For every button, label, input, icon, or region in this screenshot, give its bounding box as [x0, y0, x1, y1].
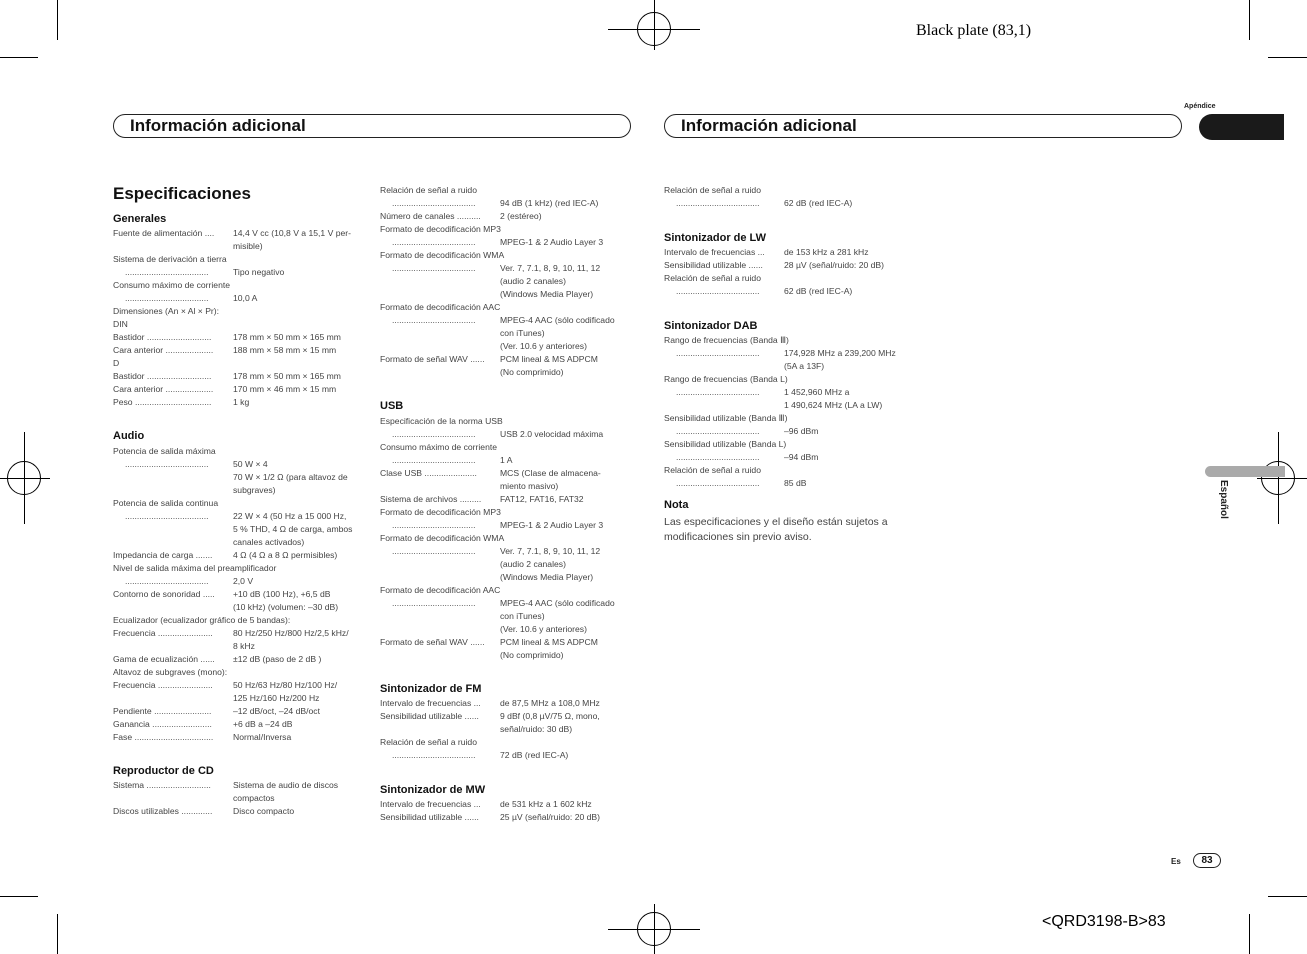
spec-label: Formato de señal WAV ...... [380, 354, 485, 364]
spec-value: 72 dB (red IEC-A) [500, 750, 569, 760]
spec-label: Peso ................................ [113, 397, 212, 407]
spec-row [113, 305, 363, 318]
spec-label: Impedancia de carga ....... [113, 550, 213, 560]
spec-row [380, 597, 632, 636]
spec-label: Formato de decodificación WMA [380, 250, 505, 260]
spec-list [380, 184, 632, 379]
spec-row [113, 653, 363, 666]
spec-value: Disco compacto [233, 806, 295, 816]
spec-label: ................................... [664, 452, 760, 462]
spec-row [113, 510, 363, 549]
spec-row [380, 736, 632, 749]
spec-row [113, 679, 363, 705]
spec-list [113, 445, 363, 744]
spec-label: Frecuencia ....................... [113, 628, 213, 638]
spec-row [380, 697, 632, 710]
spec-row [380, 428, 632, 441]
spec-row [380, 314, 632, 353]
section-heading: Generales [113, 213, 167, 225]
spec-value: 62 dB (red IEC-A) [784, 198, 853, 208]
spec-value: 174,928 MHz a 239,200 MHz (5A a 13F) [784, 348, 896, 371]
spec-row [113, 549, 363, 562]
spec-row [664, 464, 924, 477]
spec-value: Ver. 7, 7.1, 8, 9, 10, 11, 12 (audio 2 canales) (Windows Media Player) [500, 263, 601, 299]
spec-row [113, 575, 363, 588]
spec-label: Consumo máximo de corriente [380, 442, 498, 452]
spec-row [113, 705, 363, 718]
crop-mark [1249, 914, 1250, 954]
spec-row [113, 253, 363, 266]
spec-row [380, 506, 632, 519]
spec-row [380, 710, 632, 736]
spec-label: Relación de señal a ruido [664, 465, 761, 475]
spec-value: 4 Ω (4 Ω a 8 Ω permisibles) [233, 550, 338, 560]
spec-row [113, 497, 363, 510]
spec-row [113, 370, 363, 383]
spec-row [113, 318, 363, 331]
banner-right [664, 114, 1182, 138]
spec-row [113, 266, 363, 279]
crop-mark [1249, 0, 1250, 40]
spec-label: Ecualizador (ecualizador gráfico de 5 bandas): [113, 615, 291, 625]
page-language: Es [1171, 857, 1181, 866]
spec-label: ................................... [664, 426, 760, 436]
spec-label: Gama de ecualización ...... [113, 654, 215, 664]
spec-label: Relación de señal a ruido [380, 737, 477, 747]
spec-value: MPEG-1 & 2 Audio Layer 3 [500, 237, 604, 247]
spec-value: 25 µV (señal/ruido: 20 dB) [500, 812, 601, 822]
spec-value: 14,4 V cc (10,8 V a 15,1 V per- misible) [233, 228, 351, 251]
spec-row [380, 197, 632, 210]
spec-row [664, 184, 924, 197]
spec-label: Número de canales .......... [380, 211, 481, 221]
spec-row [380, 584, 632, 597]
spec-value: 28 µV (señal/ruido: 20 dB) [784, 260, 885, 270]
spec-row [113, 562, 363, 575]
spec-value: 178 mm × 50 mm × 165 mm [233, 332, 341, 342]
spec-label: Ganancia ......................... [113, 719, 212, 729]
spec-row [113, 445, 363, 458]
spec-row [380, 353, 632, 379]
spec-row [664, 246, 924, 259]
spec-value: FAT12, FAT16, FAT32 [500, 494, 584, 504]
spec-value: Tipo negativo [233, 267, 285, 277]
spec-row [113, 292, 363, 305]
spec-row [113, 627, 363, 653]
spec-row [113, 779, 363, 805]
spec-row [380, 184, 632, 197]
spec-label: Formato de decodificación WMA [380, 533, 505, 543]
spec-row [664, 285, 924, 298]
spec-row [380, 545, 632, 584]
banner-left [113, 114, 631, 138]
spec-label: ................................... [380, 546, 476, 556]
spec-row [113, 718, 363, 731]
spec-label: Dimensiones (An × Al × Pr): [113, 306, 220, 316]
spec-value: MPEG-1 & 2 Audio Layer 3 [500, 520, 604, 530]
spec-value: 2,0 V [233, 576, 254, 586]
spec-row [380, 467, 632, 493]
section-heading: Sintonizador de FM [380, 683, 482, 695]
spec-value: MPEG-4 AAC (sólo codificado con iTunes) (Ver. 10.6 y anteriores) [500, 315, 615, 351]
page-number: 83 [1193, 853, 1221, 868]
spec-row [113, 666, 363, 679]
spec-row [380, 636, 632, 662]
section-heading: Reproductor de CD [113, 765, 214, 777]
spec-label: Relación de señal a ruido [664, 273, 761, 283]
spec-row [380, 236, 632, 249]
crop-mark [0, 57, 38, 58]
spec-value: 1 452,960 MHz a 1 490,624 MHz (LA a LW) [784, 387, 883, 410]
section-heading: Sintonizador DAB [664, 320, 758, 332]
spec-value: de 153 kHz a 281 kHz [784, 247, 869, 257]
spec-row [380, 798, 632, 811]
spec-label: Frecuencia ....................... [113, 680, 213, 690]
spec-value: PCM lineal & MS ADPCM (No comprimido) [500, 637, 598, 660]
spec-row [664, 272, 924, 285]
spec-label: Sensibilidad utilizable (Banda L) [664, 439, 787, 449]
spec-value: 85 dB [784, 478, 807, 488]
language-tab [1205, 466, 1285, 477]
spec-row [113, 458, 363, 497]
spec-value: 170 mm × 46 mm × 15 mm [233, 384, 337, 394]
spec-label: ................................... [380, 315, 476, 325]
spec-value: 1 A [500, 455, 513, 465]
section-tab-label: Apéndice [1184, 103, 1216, 110]
spec-value: 1 kg [233, 397, 250, 407]
crop-mark [1268, 896, 1307, 897]
banner-right-title: Información adicional [681, 116, 857, 135]
spec-row [380, 811, 632, 824]
spec-row [380, 262, 632, 301]
spec-label: Intervalo de frecuencias ... [380, 799, 481, 809]
spec-label: Formato de decodificación AAC [380, 302, 501, 312]
section-heading: Sintonizador de MW [380, 784, 486, 796]
spec-label: Especificación de la norma USB [380, 416, 503, 426]
spec-label: Altavoz de subgraves (mono): [113, 667, 228, 677]
section-heading: Nota [664, 499, 689, 511]
note-text: Las especificaciones y el diseño están sujetos a modificaciones sin previo aviso. [664, 516, 888, 543]
spec-label: Relación de señal a ruido [664, 185, 761, 195]
spec-label: ................................... [380, 520, 476, 530]
spec-row [380, 415, 632, 428]
spec-value: ±12 dB (paso de 2 dB ) [233, 654, 322, 664]
plate-label: Black plate (83,1) [916, 22, 1032, 39]
spec-row [664, 438, 924, 451]
spec-label: Bastidor ........................... [113, 371, 212, 381]
spec-row [380, 454, 632, 467]
spec-row [380, 519, 632, 532]
spec-value: 9 dBf (0,8 µV/75 Ω, mono, señal/ruido: 30 dB) [500, 711, 600, 734]
spec-value: 22 W × 4 (50 Hz a 15 000 Hz, 5 % THD, 4 Ω de carga, ambos canales activados) [233, 511, 353, 547]
spec-row [664, 373, 924, 386]
spec-value: de 87,5 MHz a 108,0 MHz [500, 698, 600, 708]
spec-row [113, 614, 363, 627]
spec-label: Discos utilizables ............. [113, 806, 213, 816]
spec-label: DIN [113, 319, 128, 329]
crop-mark [57, 914, 58, 954]
spec-row [380, 493, 632, 506]
spec-list [664, 246, 924, 298]
spec-row [113, 588, 363, 614]
spec-label: ................................... [113, 459, 209, 469]
spec-row [664, 477, 924, 490]
spec-row [380, 210, 632, 223]
spec-value: 178 mm × 50 mm × 165 mm [233, 371, 341, 381]
spec-value: MCS (Clase de almacena- miento masivo) [500, 468, 601, 491]
spec-label: Sistema de archivos ......... [380, 494, 482, 504]
spec-label: Formato de decodificación MP3 [380, 224, 501, 234]
banner-left-title: Información adicional [130, 116, 306, 135]
spec-label: ................................... [664, 387, 760, 397]
spec-label: ................................... [380, 598, 476, 608]
spec-label: Formato de señal WAV ...... [380, 637, 485, 647]
spec-value: +10 dB (100 Hz), +6,5 dB (10 kHz) (volumen: –30 dB) [233, 589, 339, 612]
spec-value: 62 dB (red IEC-A) [784, 286, 853, 296]
spec-value: Normal/Inversa [233, 732, 292, 742]
spec-row [380, 249, 632, 262]
spec-value: 50 W × 4 70 W × 1/2 Ω (para altavoz de subgraves) [233, 459, 348, 495]
spec-label: ................................... [113, 511, 209, 521]
spec-label: ................................... [380, 237, 476, 247]
spec-label: Sensibilidad utilizable (Banda Ⅲ) [664, 413, 788, 423]
crop-mark [0, 896, 38, 897]
spec-label: Potencia de salida máxima [113, 446, 216, 456]
spec-row [113, 383, 363, 396]
spec-label: Nivel de salida máxima del preamplificador [113, 563, 277, 573]
page-title: Especificaciones [113, 184, 251, 203]
spec-list [113, 227, 363, 409]
spec-row [113, 279, 363, 292]
spec-label: Sensibilidad utilizable ...... [380, 812, 479, 822]
spec-value: –12 dB/oct, –24 dB/oct [233, 706, 320, 716]
spec-label: Rango de frecuencias (Banda Ⅲ) [664, 335, 789, 345]
spec-label: ................................... [380, 455, 476, 465]
spec-list [380, 415, 632, 662]
spec-label: Pendiente ........................ [113, 706, 212, 716]
spec-value: de 531 kHz a 1 602 kHz [500, 799, 592, 809]
section-heading: USB [380, 400, 404, 412]
spec-value: MPEG-4 AAC (sólo codificado con iTunes) (Ver. 10.6 y anteriores) [500, 598, 615, 634]
spec-value: PCM lineal & MS ADPCM (No comprimido) [500, 354, 598, 377]
spec-list [113, 779, 363, 818]
spec-row [113, 357, 363, 370]
spec-label: Potencia de salida continua [113, 498, 219, 508]
spec-label: Relación de señal a ruido [380, 185, 477, 195]
spec-label: ................................... [664, 286, 760, 296]
spec-label: Fase ................................. [113, 732, 214, 742]
spec-label: Intervalo de frecuencias ... [380, 698, 481, 708]
spec-value: Sistema de audio de discos compactos [233, 780, 339, 803]
crop-mark [57, 0, 58, 40]
spec-label: ................................... [380, 198, 476, 208]
spec-row [113, 731, 363, 744]
spec-label: Consumo máximo de corriente [113, 280, 231, 290]
section-heading: Sintonizador de LW [664, 232, 767, 244]
spec-row [664, 451, 924, 464]
spec-label: Rango de frecuencias (Banda L) [664, 374, 788, 384]
spec-label: ................................... [113, 576, 209, 586]
spec-label: Cara anterior .................... [113, 345, 214, 355]
spec-label: ................................... [380, 429, 476, 439]
crop-mark [1268, 57, 1307, 58]
spec-value: 2 (estéreo) [500, 211, 542, 221]
spec-list [380, 697, 632, 762]
spec-value: 10,0 A [233, 293, 258, 303]
spec-label: Formato de decodificación MP3 [380, 507, 501, 517]
spec-row [380, 223, 632, 236]
spec-value: 80 Hz/250 Hz/800 Hz/2,5 kHz/ 8 kHz [233, 628, 349, 651]
spec-label: ................................... [664, 198, 760, 208]
section-tab [1199, 114, 1284, 140]
spec-label: Clase USB ...................... [380, 468, 477, 478]
spec-label: D [113, 358, 120, 368]
spec-label: ................................... [113, 267, 209, 277]
spec-row [380, 532, 632, 545]
spec-row [113, 805, 363, 818]
spec-row [664, 197, 924, 210]
spec-label: Sensibilidad utilizable ...... [664, 260, 763, 270]
spec-label: Fuente de alimentación .... [113, 228, 215, 238]
spec-row [380, 441, 632, 454]
spec-row [113, 227, 363, 253]
spec-list [664, 334, 924, 490]
spec-label: Sistema de derivación a tierra [113, 254, 227, 264]
spec-value: –96 dBm [784, 426, 819, 436]
document-code: <QRD3198-B>83 [1042, 913, 1166, 930]
spec-row [664, 347, 924, 373]
spec-value: +6 dB a –24 dB [233, 719, 293, 729]
spec-label: ................................... [664, 348, 760, 358]
language-tab-label: Español [1218, 480, 1229, 519]
spec-label: Sensibilidad utilizable ...... [380, 711, 479, 721]
spec-list [664, 184, 924, 210]
section-heading: Audio [113, 430, 145, 442]
spec-row [664, 334, 924, 347]
spec-value: Ver. 7, 7.1, 8, 9, 10, 11, 12 (audio 2 canales) (Windows Media Player) [500, 546, 601, 582]
spec-label: ................................... [664, 478, 760, 488]
spec-value: USB 2.0 velocidad máxima [500, 429, 604, 439]
spec-label: ................................... [113, 293, 209, 303]
spec-row [664, 412, 924, 425]
spec-row [664, 386, 924, 412]
spec-list [380, 798, 632, 824]
spec-label: Bastidor ........................... [113, 332, 212, 342]
spec-row [113, 344, 363, 357]
spec-label: ................................... [380, 263, 476, 273]
spec-label: Sistema ........................... [113, 780, 211, 790]
spec-label: ................................... [380, 750, 476, 760]
spec-label: Contorno de sonoridad ..... [113, 589, 215, 599]
spec-value: 94 dB (1 kHz) (red IEC-A) [500, 198, 599, 208]
spec-label: Intervalo de frecuencias ... [664, 247, 765, 257]
spec-row [664, 425, 924, 438]
spec-label: Cara anterior .................... [113, 384, 214, 394]
spec-row [113, 331, 363, 344]
spec-row [380, 301, 632, 314]
spec-value: 50 Hz/63 Hz/80 Hz/100 Hz/ 125 Hz/160 Hz/200 Hz [233, 680, 338, 703]
spec-row [113, 396, 363, 409]
spec-label: Formato de decodificación AAC [380, 585, 501, 595]
spec-row [664, 259, 924, 272]
spec-row [380, 749, 632, 762]
spec-value: 188 mm × 58 mm × 15 mm [233, 345, 337, 355]
spec-value: –94 dBm [784, 452, 819, 462]
